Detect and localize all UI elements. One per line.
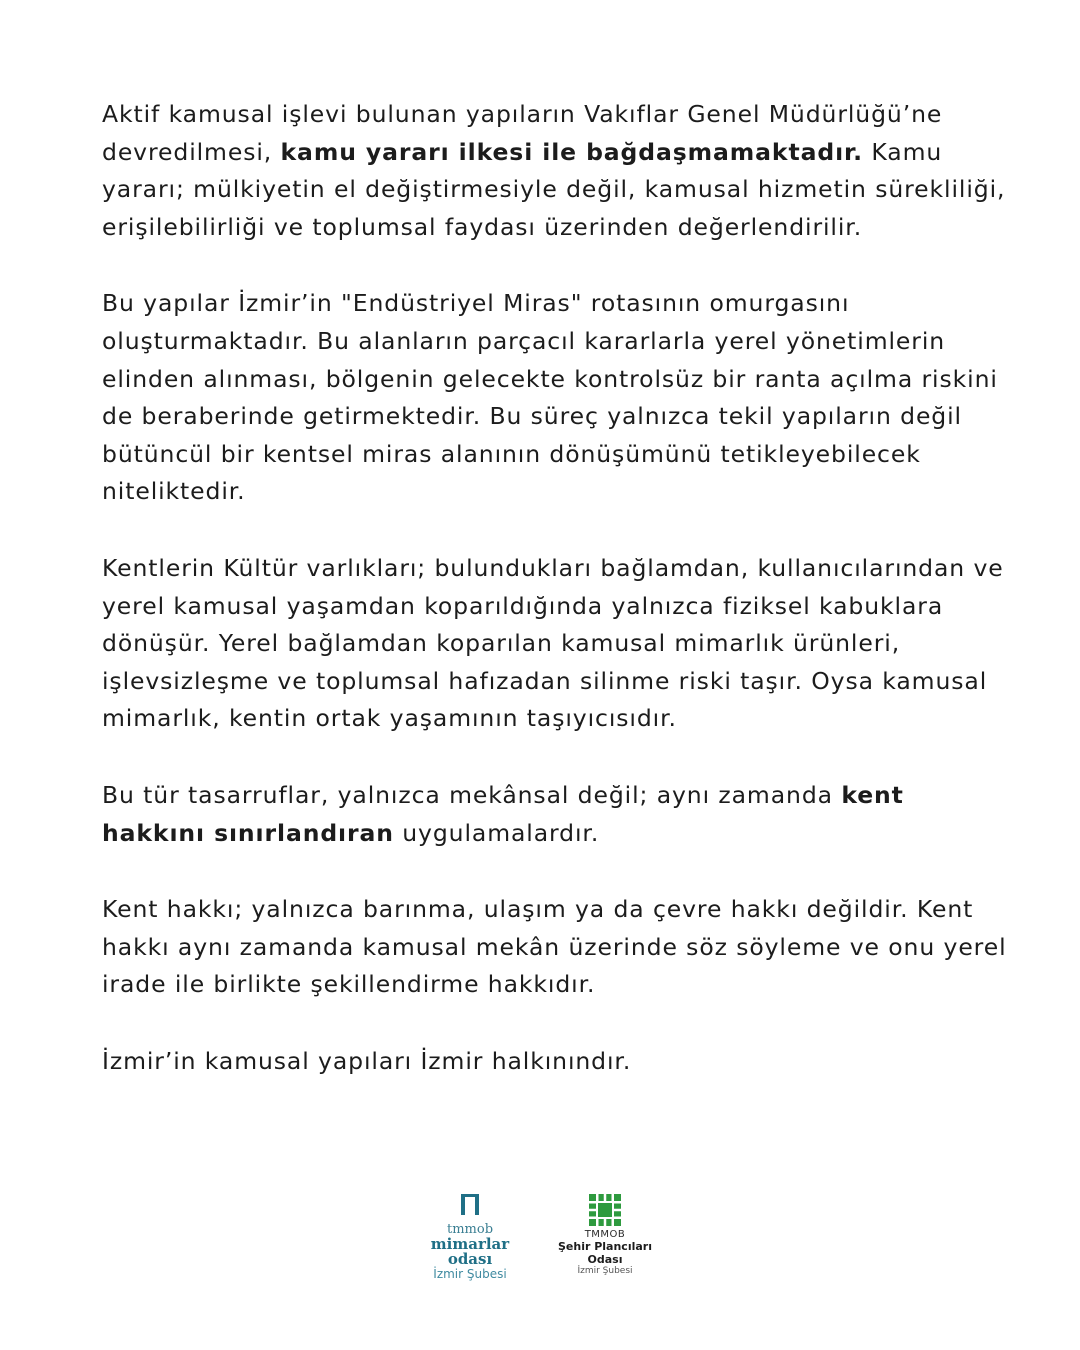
footer-logos [0, 1190, 1080, 1300]
paragraph-2: Bu yapılar İzmir’in "Endüstriyel Miras" rotasının omurgasını oluşturmaktadır. Bu alanların parçacıl kararlarla yerel yönetimlerin elinden alınması, bölgenin gelecekte kontrolsüz bir ranta açılma riskini de beraberinde getirmektedir. Bu süreç yalnızca tekil yapıların değil bütüncül bir kentsel miras alanının dönüşümünü tetikleyebilecek niteliktedir. [102, 289, 998, 506]
paragraph-3: Kentlerin Kültür varlıkları; bulundukları bağlamdan, kullanıcılarından ve yerel kamusal yaşamdan koparıldığında yalnızca fiziksel kabuklara dönüşür. Yerel bağlamdan koparılan kamusal mimarlık ürünleri, işlevsizleşme ve toplumsal hafızadan silinme riski taşır. Oysa kamusal mimarlık, kentin ortak yaşamının taşıyıcısıdır. [102, 553, 1004, 733]
door-frame-icon [458, 1192, 482, 1216]
paragraph-1-bold: kamu yararı ilkesi ile bağdaşmamaktadır. [280, 137, 863, 166]
paragraph-4-text-a: Bu tür tasarruflar, yalnızca mekânsal değil; aynı zamanda [102, 780, 842, 809]
spo-name: Şehir Plancıları Odası [557, 1240, 652, 1266]
statement-text [102, 96, 1007, 1119]
green-grid-icon [588, 1193, 622, 1227]
paragraph-6: İzmir’in kamusal yapıları İzmir halkınındır. [102, 1046, 632, 1075]
paragraph-1-text-b: Kamu yararı; mülkiyetin el değiştirmesiyle değil, kamusal hizmetin sürekliliği, erişilebilirliği ve toplumsal faydası üzerinden değerlendirilir. [102, 137, 1006, 241]
paragraph-5: Kent hakkı; yalnızca barınma, ulaşım ya da çevre hakkı değildir. Kent hakkı aynı zamanda kamusal mekân üzerinde söz söyleme ve onu yerel irade ile birlikte şekillendirme hakkıdır. [102, 895, 1007, 999]
mimarlar-tmmob: tmmob [446, 1222, 494, 1237]
paragraph-4-bold: kent hakkını sınırlandıran [102, 780, 904, 847]
paragraph-4-text-b: uygulamalardır. [393, 818, 600, 847]
mimarlar-sube: İzmir Şubesi [433, 1267, 507, 1281]
mimarlar-odasi: odası [447, 1250, 493, 1268]
mimarlar-odasi-logo [420, 1190, 520, 1282]
paragraph-4 [102, 777, 1007, 852]
spo-sube: İzmir Şubesi [577, 1266, 633, 1276]
spo-tmmob: TMMOB [584, 1229, 626, 1240]
mimarlar-name: mimarlar [430, 1235, 510, 1253]
paragraph-1 [102, 96, 1007, 246]
paragraph-1-text-a: Aktif kamusal işlevi bulunan yapıların Vakıflar Genel Müdürlüğü’ne devredilmesi, [102, 100, 943, 166]
sehir-plancilari-logo [540, 1193, 670, 1277]
